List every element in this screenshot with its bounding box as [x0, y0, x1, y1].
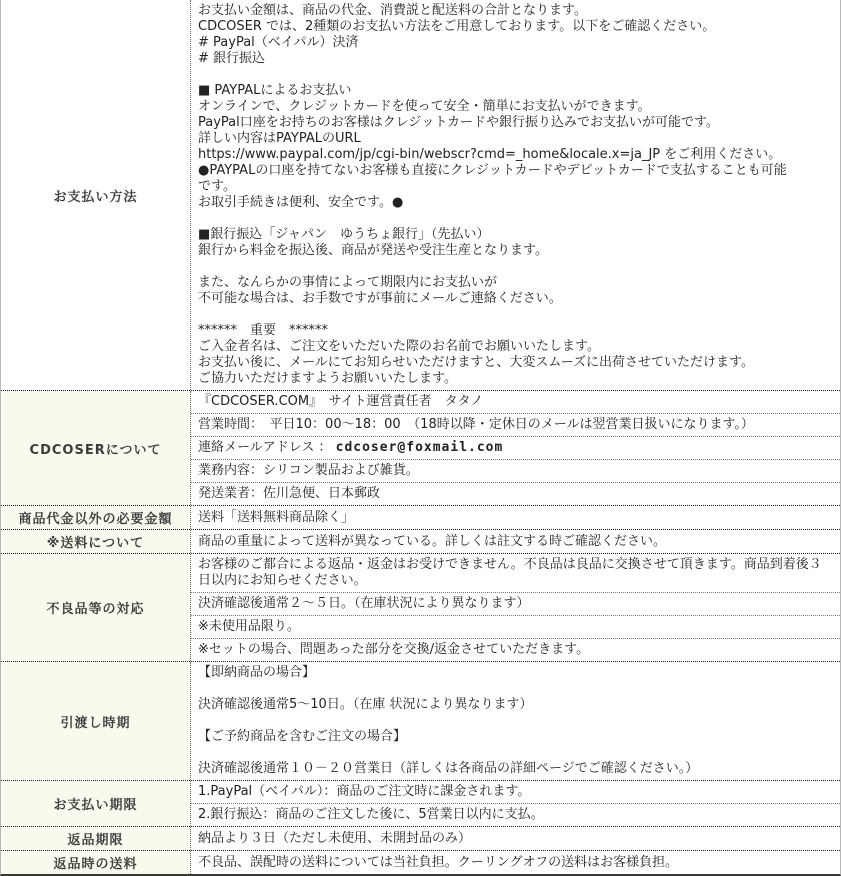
text-line: 詳しい内容はPAYPALのURL [198, 131, 361, 146]
email-address: cdcoser@foxmail.com [335, 440, 504, 455]
content-cell [191, 781, 840, 826]
content-row [191, 413, 840, 436]
text-line: 『CDCOSER.COM』 サイト運営責任者 タタノ [198, 394, 484, 409]
text-line: ※未使用品限り。 [198, 619, 300, 634]
row-header-return-deadline: 返品期限 [1, 827, 191, 850]
text-line: 銀行から料金を振込後、商品が発送や受注生産となります。 [198, 243, 548, 258]
text-line: ●PAYPALの口座を持てないお客様も直接にクレジットカードやデビットカードで支払することも可能 [198, 163, 787, 178]
row-header-about-shipping: ※送料について [1, 530, 191, 553]
row-header-payment-method: お支払い方法 [1, 0, 191, 390]
text-line: 【即納商品の場合】 [198, 665, 316, 680]
text-line: 決済確認後通常２～５日。（在庫状況により異なります） [198, 596, 530, 611]
section-payment-deadline [1, 780, 840, 826]
text-line: PayPal口座をお持ちのお客様はクレジットカードや銀行振り込みでお支払いが可能です。 [198, 115, 719, 130]
content-cell [191, 851, 840, 874]
blank-line [198, 211, 833, 227]
text-line: ****** 重要 ****** [198, 323, 329, 338]
content-row [191, 662, 840, 780]
content-cell [191, 391, 840, 505]
text-line: 2.銀行振込：商品のご注文した後に、5営業日以内に支払。 [198, 807, 544, 822]
blank-line [198, 713, 833, 729]
text-line: です。 [198, 179, 236, 194]
section-about-shipping [1, 529, 840, 553]
text-line: 送料「送料無料商品除く」 [198, 509, 355, 525]
blank-line [198, 681, 833, 697]
content-row [191, 827, 840, 850]
text-line: 不良品、誤配時の送料については当社負担。クーリングオフの送料はお客様負担。 [198, 854, 679, 870]
content-cell [191, 530, 840, 553]
content-row [191, 482, 840, 505]
content-row [191, 391, 840, 413]
content-cell [191, 662, 840, 780]
text-line: お取引手続きは便利、安全です。● [198, 195, 404, 210]
content-row [191, 851, 840, 874]
text-line: お支払い金額は、商品の代金、消費説と配送料の合計となります。 [198, 3, 587, 18]
content-row [191, 638, 840, 661]
blank-line [198, 67, 833, 83]
section-return-shipping-fee [1, 850, 840, 874]
text-line: お客様のご都合による返品・返金はお受けできません。不良品は良品に交換させて頂きます。商品到着後３日以内にお知らせください。 [198, 557, 822, 588]
content-row [191, 803, 840, 826]
blank-line [198, 307, 833, 323]
text-line: ■ PAYPALによるお支払い [198, 83, 352, 98]
content-row [191, 592, 840, 615]
text-line: # PayPal（ベイパル）決済 [198, 35, 359, 50]
text-line: ご協力いただけますようお願いいたします。 [198, 371, 457, 386]
row-header-payment-deadline: お支払い期限 [1, 781, 191, 826]
content-row [191, 459, 840, 482]
content-row [191, 436, 840, 459]
row-header-extra-fees: 商品代金以外の必要金額 [1, 506, 191, 529]
text-line: オンラインで、クレジットカードを使って安全・簡単にお支払いができます。 [198, 99, 651, 114]
text-line: CDCOSER では、2種類のお支払い方法をご用意しております。以下をご確認ください。 [198, 19, 716, 34]
text-line: 営業時間： 平日10：00～18：00 （18時以降・定休日のメールは翌営業日扱いになります。） [198, 417, 754, 432]
row-header-delivery-time: 引渡し時期 [1, 662, 191, 780]
content-cell [191, 0, 840, 390]
text-line: ※セットの場合、問題あった部分を交換/返金させていただきます。 [198, 642, 590, 657]
text-line: ご入金者名は、ご注文をいただいた際のお名前でお願いいたします。 [198, 339, 600, 354]
text-line: 不可能な場合は、お手数ですが事前にメールご連絡ください。 [198, 291, 562, 306]
text-line: # 銀行振込 [198, 51, 266, 66]
text-line: ■銀行振込「ジャパン ゆうちょ銀行」（先払い） [198, 227, 490, 242]
blank-line [198, 259, 833, 275]
section-about-cdcoser [1, 390, 840, 505]
text-line: 1.PayPal（ベイパル）：商品のご注文時に課金されます。 [198, 784, 531, 799]
row-header-defective-items: 不良品等の対応 [1, 554, 191, 661]
section-defective-items [1, 553, 840, 661]
text-line: 【ご予約商品を含むご注文の場合】 [198, 729, 407, 744]
text-line: また、なんらかの事情によって期限内にお支払いが [198, 275, 498, 290]
text-line: 商品の重量によって送料が異なっている。詳しくは註文する時ご確認ください。 [198, 533, 667, 549]
blank-line [198, 745, 833, 761]
url-text: https://www.paypal.com/jp/cgi-bin/webscr?cmd=_home&locale.x=ja_JP をご利用ください。 [198, 147, 782, 162]
email-line [198, 440, 833, 456]
text-line: 発送業者：佐川急便、日本郵政 [198, 486, 381, 501]
content-row [191, 615, 840, 638]
email-label: 連絡メールアドレス ： [198, 440, 336, 455]
content-row [191, 781, 840, 803]
content-cell [191, 554, 840, 661]
text-line: お支払い後に、メールにてお知らせいただけますと、大変スムーズに出荷させていただけます。 [198, 355, 755, 370]
section-return-deadline [1, 826, 840, 850]
text-line: 決済確認後通常１０－２０営業日（詳しくは各商品の詳細ページでご確認ください。） [198, 761, 699, 776]
content-row [191, 0, 840, 390]
text-line: 納品より３日（ただし未使用、未開封品のみ） [198, 830, 472, 846]
section-payment-method [1, 0, 840, 390]
content-row [191, 506, 840, 529]
content-cell [191, 506, 840, 529]
content-row [191, 554, 840, 592]
text-line: 業務内容：シリコン製品および雑貨。 [198, 463, 419, 478]
content-cell [191, 827, 840, 850]
section-delivery-time [1, 661, 840, 780]
section-extra-fees [1, 505, 840, 529]
row-header-about-cdcoser: CDCOSERについて [1, 391, 191, 505]
text-line: 決済確認後通常5～10日。（在庫 状況により異なります） [198, 697, 533, 712]
content-row [191, 530, 840, 553]
row-header-return-shipping-fee: 返品時の送料 [1, 851, 191, 874]
